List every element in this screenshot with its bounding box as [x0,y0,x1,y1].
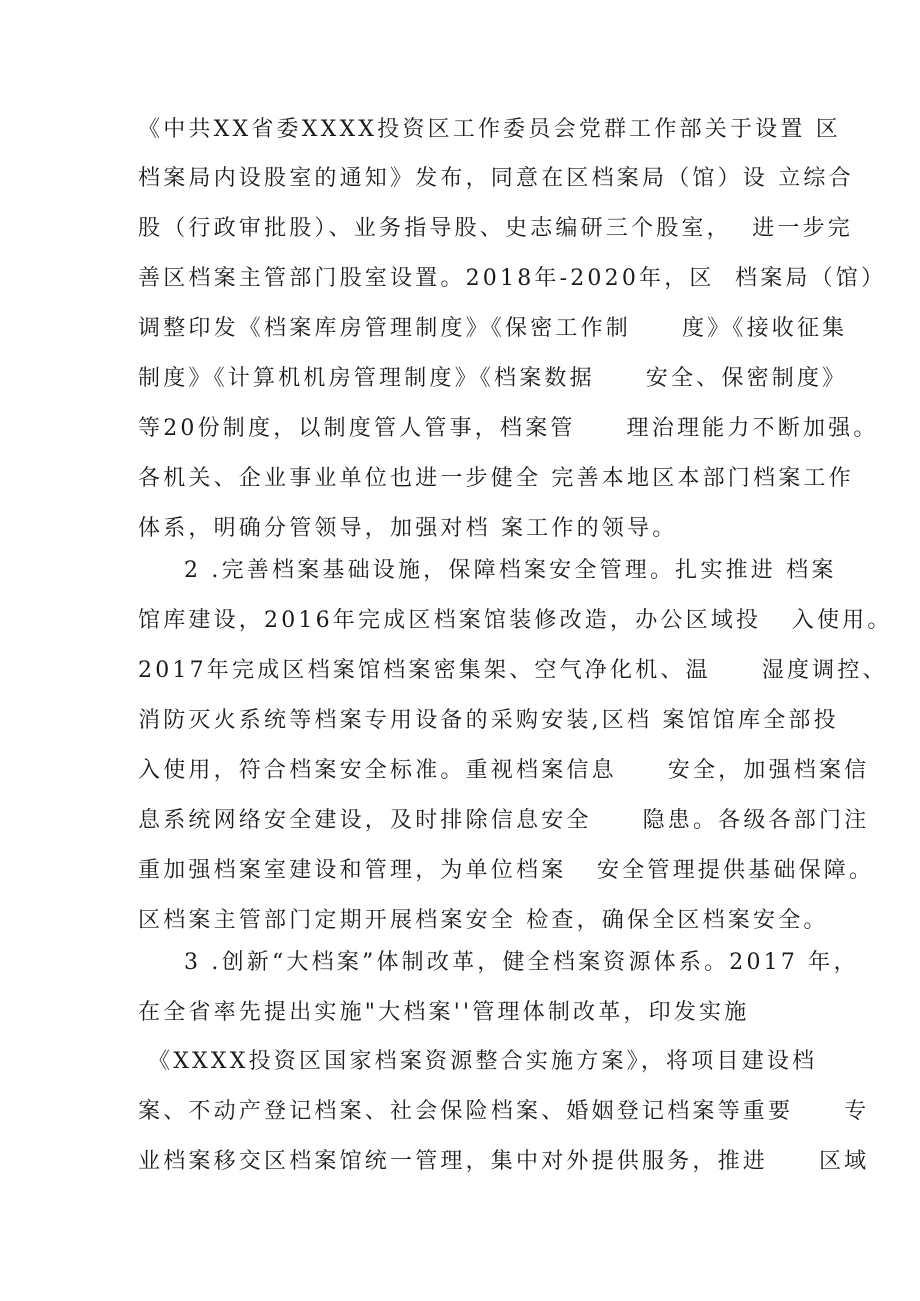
text-line: 《XXXX投资区国家档案资源整合实施方案》，将项目建设档 [148,1049,818,1074]
text-line: 调整印发《档案库房管理制度》《保密工作制 度》《接收征集 [138,316,848,341]
text-line: 息系统网络安全建设，及时排除信息安全 隐患。各级各部门注 [138,808,870,833]
text-line: 案、不动产登记档案、社会保险档案、婚姻登记档案等重要 专 [138,1099,870,1124]
text-line: 2 .完善档案基础设施，保障档案安全管理。扎实推进 档案 [184,558,837,583]
text-line: 各机关、企业事业单位也进一步健全 完善本地区本部门档案工作 [138,466,854,491]
text-line: 《中共XX省委XXXX投资区工作委员会党群工作部关于设置 区 [138,117,841,142]
text-line: 2017年完成区档案馆档案密集架、空气净化机、温 湿度调控、 [138,658,888,683]
text-line: 业档案移交区档案馆统一管理，集中对外提供服务，推进 区域 [138,1149,870,1174]
text-line: 股（行政审批股）、业务指导股、史志编研三个股室， 进一步完 [138,216,853,241]
text-line: 档案局内设股室的通知》发布，同意在区档案局（馆）设 立综合 [138,166,854,191]
text-line: 重加强档案室建设和管理，为单位档案 安全管理提供基础保障。 [138,858,875,883]
text-line: 体系，明确分管领导，加强对档 案工作的领导。 [138,516,678,541]
text-line: 在全省率先提出实施"大档案''管理体制改革，印发实施 [138,1000,750,1025]
text-line: 入使用，符合档案安全标准。重视档案信息 安全，加强档案信 [138,758,870,783]
text-line: 3 .创新“大档案”体制改革，健全档案资源体系。2017 年， [184,950,859,975]
text-line: 善区档案主管部门股室设置。2018年-2020年，区 档案局（馆） [138,266,887,291]
text-line: 消防灭火系统等档案专用设备的采购安装,区档 案馆馆库全部投 [138,708,839,733]
text-line: 馆库建设，2016年完成区档案馆装修改造，办公区域投 入使用。 [138,608,893,633]
text-line: 制度》《计算机机房管理制度》《档案数据 安全、保密制度》 [138,366,848,391]
text-line: 区档案主管部门定期开展档案安全 检查，确保全区档案安全。 [138,908,829,933]
text-line: 等20份制度，以制度管人管事，档案管 理治理能力不断加强。 [138,416,879,441]
